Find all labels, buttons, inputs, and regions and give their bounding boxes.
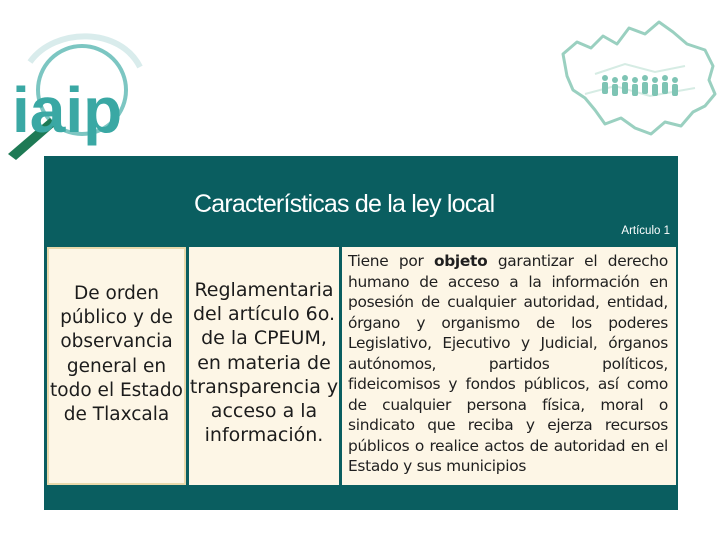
- objective-rest: garantizar el derecho humano de acceso a la información en posesión de cualquier autoridad, entidad, órgano y organismo de los poderes Legislativo, Ejecutivo y Judicial, órganos autónomos, partidos políticos, fideicomisos y fondos públicos, así como de cualquier persona física, moral o sindicato que reciba y ejerza recursos públicos o realice actos de autoridad en el Estado y sus municipios: [348, 252, 668, 475]
- svg-text:iaip: iaip: [12, 74, 123, 146]
- order-cell: [47, 247, 186, 485]
- content-panel: [44, 156, 678, 510]
- iaip-logo-magnifier-icon: [0, 22, 160, 162]
- tlaxcala-map: [555, 14, 720, 144]
- objective-prefix: Tiene por: [348, 252, 434, 270]
- regulatory-text: Reglamentaria del artículo 6o. de la CPEUM, en materia de transparencia y acceso a la información.: [189, 279, 339, 447]
- article-label: Artículo 1: [621, 225, 670, 237]
- iaip-logo: [0, 22, 160, 162]
- panel-title: Características de la ley local: [194, 190, 495, 218]
- objective-keyword: objeto: [433, 252, 488, 270]
- objective-cell: [342, 247, 676, 485]
- tlaxcala-map-icon: [555, 14, 720, 144]
- objective-paragraph: [348, 251, 668, 477]
- regulatory-cell: [189, 247, 339, 485]
- order-text: De orden público y de observancia general en todo el Estado de Tlaxcala: [50, 283, 183, 426]
